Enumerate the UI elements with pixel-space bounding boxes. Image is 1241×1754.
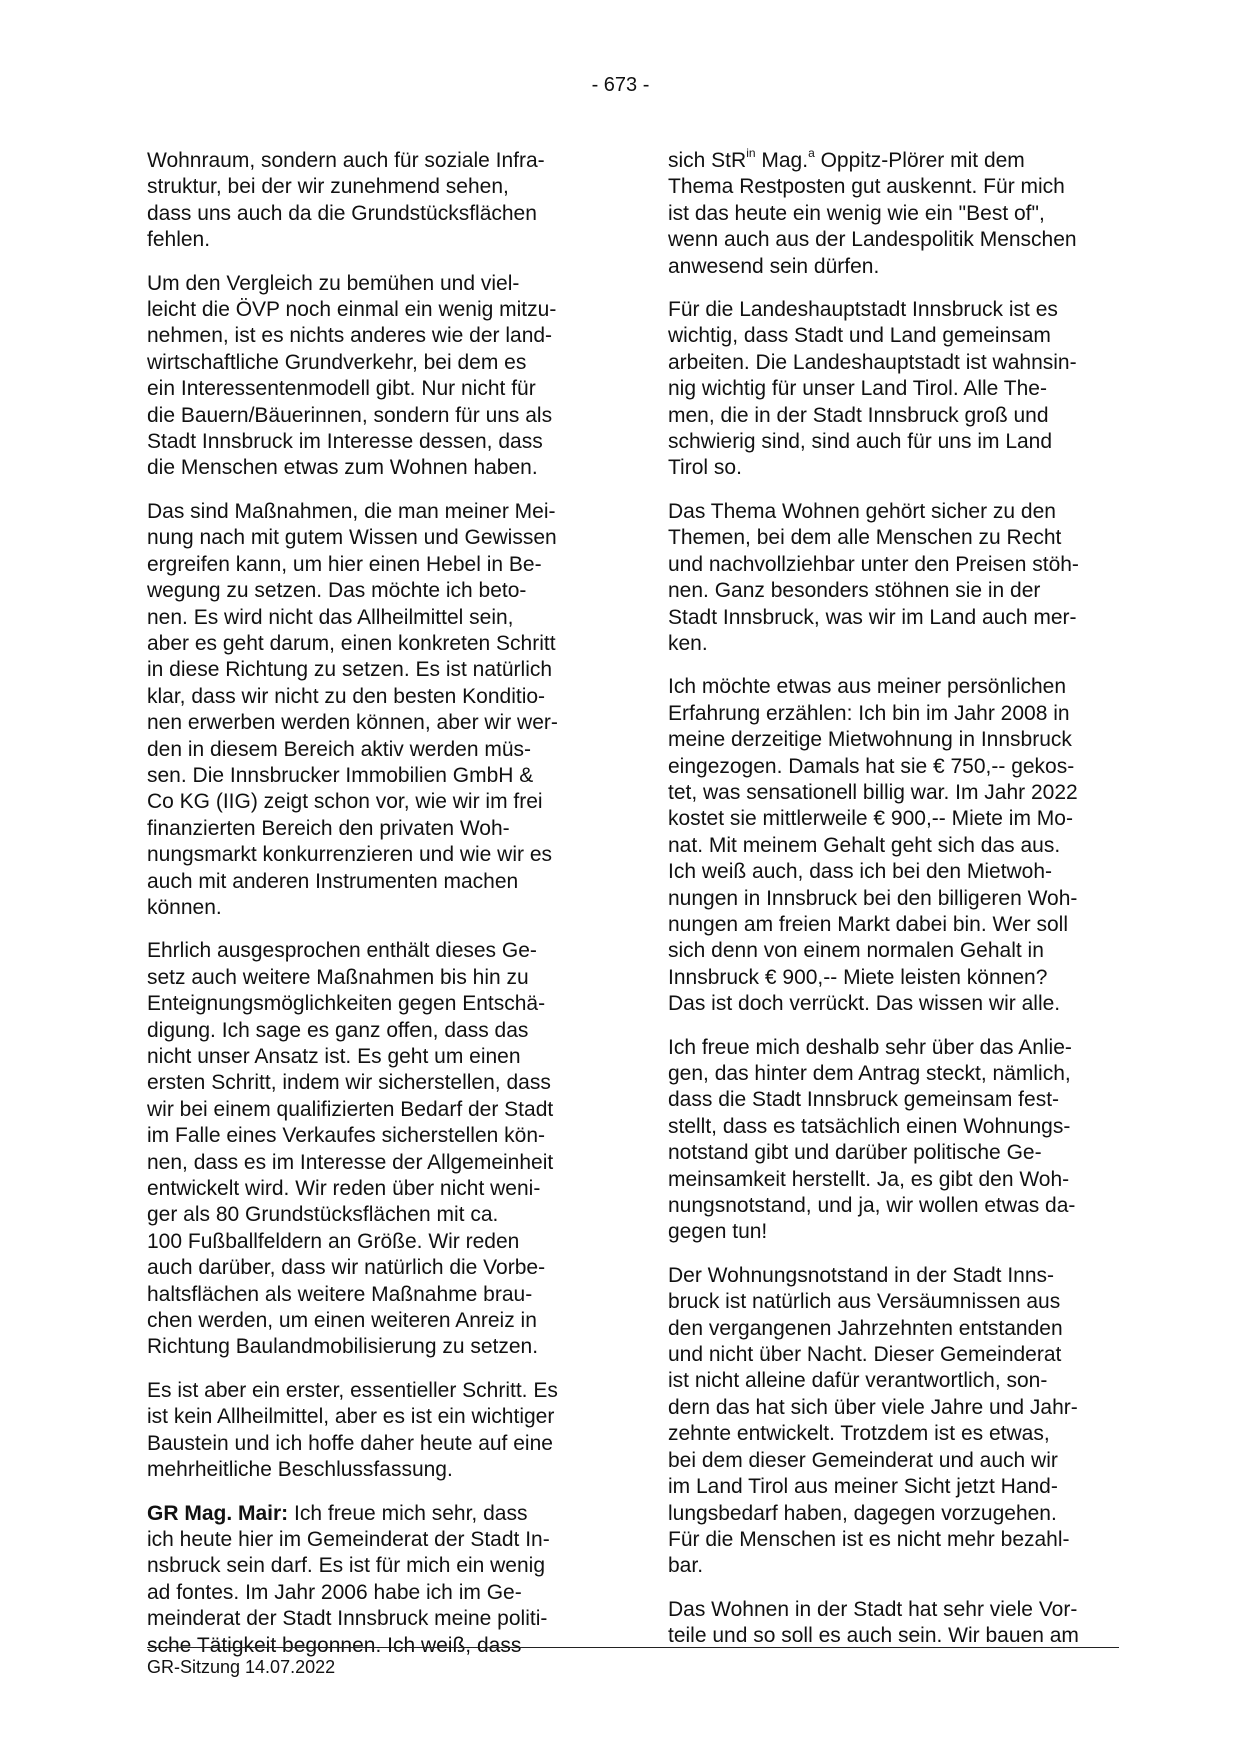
paragraph-line: meine derzeitige Mietwohnung in Innsbruck [668,728,1072,752]
paragraph-line: meinsamkeit herstellt. Ja, es gibt den Woh- [668,1167,1070,1191]
paragraph-line: ger als 80 Grundstücksflächen mit ca. [147,1203,499,1227]
paragraph-line: arbeiten. Die Landeshauptstadt ist wahnsin- [668,350,1077,374]
paragraph-line: wir bei einem qualifizierten Bedarf der Stadt [147,1097,554,1121]
paragraph-line: Ich möchte etwas aus meiner persönlichen [668,675,1067,699]
paragraph-line: ergreifen kann, um hier einen Hebel in Be- [147,552,542,576]
paragraph-line: können. [147,895,222,919]
paragraph-line: sich denn von einem normalen Gehalt in [668,939,1044,963]
paragraph-line: nehmen, ist es nichts anderes wie der land- [147,324,553,348]
paragraph-line: Erfahrung erzählen: Ich bin im Jahr 2008 in [668,701,1070,725]
paragraph-line: Um den Vergleich zu bemühen und viel- [147,271,520,295]
paragraph-line: Der Wohnungsnotstand in der Stadt Inns- [668,1263,1055,1287]
paragraph [147,271,595,482]
paragraph-line [668,148,1116,174]
paragraph-line: ein Interessentenmodell gibt. Nur nicht für [147,377,536,401]
paragraph-line: stellt, dass es tatsächlich einen Wohnungs- [668,1114,1071,1138]
paragraph [147,148,595,254]
paragraph-line: nungsnotstand, und ja, wir wollen etwas da- [668,1194,1076,1218]
paragraph-line: fehlen. [147,228,211,252]
paragraph-line: klar, dass wir nicht zu den besten Konditio- [147,684,546,708]
paragraph-line: Themen, bei dem alle Menschen zu Recht [668,526,1062,550]
paragraph-line: nen. Es wird nicht das Allheilmittel sein, [147,605,514,629]
paragraph-line: in diese Richtung zu setzen. Es ist natürlich [147,658,553,682]
paragraph-line: dass uns auch da die Grundstücksflächen [147,201,537,225]
paragraph-line: Innsbruck € 900,-- Miete leisten können? [668,965,1048,989]
paragraph-line: Das Thema Wohnen gehört sicher zu den [668,499,1056,523]
paragraph-line: die Menschen etwas zum Wohnen haben. [147,456,538,480]
paragraph [668,1035,1116,1246]
paragraph-line: Enteignungsmöglichkeiten gegen Entschä- [147,992,546,1016]
paragraph-line: nicht unser Ansatz ist. Es geht um einen [147,1045,521,1068]
paragraph-line: nungen am freien Markt dabei bin. Wer soll [668,912,1068,936]
paragraph-line: bar. [668,1554,704,1578]
paragraph-line: Für die Menschen ist es nicht mehr bezahl- [668,1527,1070,1551]
paragraph-line: Das sind Maßnahmen, die man meiner Mei- [147,499,556,523]
paragraph-line: sen. Die Innsbrucker Immobilien GmbH & [147,763,534,787]
paragraph-line: ich heute hier im Gemeinderat der Stadt In- [147,1527,550,1551]
paragraph-line: bei dem dieser Gemeinderat und auch wir [668,1448,1058,1472]
speaker-paragraph [147,1501,595,1659]
footer-session-date: GR-Sitzung 14.07.2022 [147,1657,336,1677]
paragraph-line: finanzierten Bereich den privaten Woh- [147,816,510,840]
paragraph-line: nung nach mit gutem Wissen und Gewissen [147,526,557,550]
paragraph [668,499,1116,657]
paragraph-line: gen, das hinter dem Antrag steckt, nämlich, [668,1062,1071,1085]
paragraph-line: leicht die ÖVP noch einmal ein wenig mitzu- [147,298,557,322]
paragraph-line: ist kein Allheilmittel, aber es ist ein wichtiger [147,1405,555,1429]
paragraph-line: Ehrlich ausgesprochen enthält dieses Ge- [147,939,537,963]
paragraph-line: und nachvollziehbar unter den Preisen stöh- [668,552,1079,576]
paragraph-line: nen. Ganz besonders stöhnen sie in der [668,579,1041,603]
paragraph-line: und nicht über Nacht. Dieser Gemeinderat [668,1343,1062,1367]
paragraph-line: Wohnraum, sondern auch für soziale Infra- [147,149,545,172]
paragraph-line: ist nicht alleine dafür verantwortlich, son- [668,1369,1048,1393]
paragraph-line: eingezogen. Damals hat sie € 750,-- gekos- [668,754,1075,778]
paragraph [668,148,1116,280]
paragraph-line: nungsmarkt konkurrenzieren und wie wir es [147,843,553,867]
paragraph-line: digung. Ich sage es ganz offen, dass das [147,1018,529,1042]
paragraph [668,674,1116,1017]
paragraph-line: lungsbedarf haben, dagegen vorzugehen. [668,1501,1057,1525]
paragraph-line: kostet sie mittlerweile € 900,-- Miete im Mo- [668,807,1073,831]
paragraph-line: auch darüber, dass wir natürlich die Vorbe- [147,1256,546,1280]
paragraph-line: den in diesem Bereich aktiv werden müs- [147,737,532,761]
paragraph-line: dern das hat sich über viele Jahre und Jahr- [668,1395,1078,1419]
paragraph-line: ist das heute ein wenig wie ein "Best of", [668,201,1045,225]
paragraph-line: 100 Fußballfeldern an Größe. Wir reden [147,1229,520,1253]
superscript: a [808,146,815,160]
text-fragment: Mag. [755,149,809,172]
paragraph-line: aber es geht darum, einen konkreten Schritt [147,631,556,655]
speech-text: Ich freue mich sehr, dass [288,1501,528,1525]
text-fragment: sich StR [668,149,747,172]
paragraph-line: im Falle eines Verkaufes sicherstellen kön- [147,1124,546,1148]
paragraph-line: entwickelt wird. Wir reden über nicht weni- [147,1177,541,1201]
paragraph [147,938,595,1361]
paragraph-line: ersten Schritt, indem wir sicherstellen, dass [147,1071,551,1095]
left-column [147,148,595,1676]
paragraph-line: struktur, bei der wir zunehmend sehen, [147,175,509,199]
paragraph [147,1378,595,1484]
paragraph-line: den vergangenen Jahrzehnten entstanden [668,1316,1063,1340]
paragraph-line: Co KG (IIG) zeigt schon vor, wie wir im frei [147,790,543,814]
paragraph-line: notstand gibt und darüber politische Ge- [668,1141,1042,1165]
page-number: - 673 - [591,74,650,96]
paragraph-line: nat. Mit meinem Gehalt geht sich das aus. [668,833,1061,857]
paragraph-line: Für die Landeshauptstadt Innsbruck ist es [668,298,1058,322]
paragraph-line: wirtschaftliche Grundverkehr, bei dem es [147,350,527,374]
paragraph-line: anwesend sein dürfen. [668,254,880,278]
paragraph-line: Stadt Innsbruck im Interesse dessen, dass [147,430,543,454]
paragraph-line: nen erwerben werden können, aber wir wer- [147,711,558,735]
paragraph-line: Ich weiß auch, dass ich bei den Mietwoh- [668,860,1053,884]
footer-divider [147,1647,1119,1648]
paragraph-line: bruck ist natürlich aus Versäumnissen aus [668,1290,1061,1314]
paragraph-line: auch mit anderen Instrumenten machen [147,869,519,893]
paragraph-line: Das ist doch verrückt. Das wissen wir alle. [668,992,1061,1016]
paragraph-line: mehrheitliche Beschlussfassung. [147,1458,453,1482]
paragraph-line: im Land Tirol aus meiner Sicht jetzt Hand- [668,1475,1058,1499]
paragraph-line: haltsflächen als weitere Maßnahme brau- [147,1282,533,1306]
paragraph-line: tet, was sensationell billig war. Im Jahr 2022 [668,780,1078,804]
paragraph-line: ad fontes. Im Jahr 2006 habe ich im Ge- [147,1580,522,1604]
paragraph-line: men, die in der Stadt Innsbruck groß und [668,403,1049,427]
paragraph [147,499,595,922]
paragraph [668,1597,1116,1650]
paragraph-line: Richtung Baulandmobilisierung zu setzen. [147,1335,539,1359]
paragraph-line: wegung zu setzen. Das möchte ich beto- [147,579,527,603]
paragraph-line: chen werden, um einen weiteren Anreiz in [147,1309,537,1333]
paragraph-line: nungen in Innsbruck bei den billigeren Woh- [668,886,1078,910]
paragraph-line: nsbruck sein darf. Es ist für mich ein wenig [147,1554,545,1578]
paragraph-line: teile und so soll es auch sein. Wir bauen am [668,1624,1079,1648]
paragraph-line: setz auch weitere Maßnahmen bis hin zu [147,965,529,989]
paragraph-line: die Bauern/Bäuerinnen, sondern für uns als [147,403,553,427]
paragraph-line: Stadt Innsbruck, was wir im Land auch mer- [668,605,1077,629]
paragraph-line [147,1501,595,1527]
paragraph-line: wichtig, dass Stadt und Land gemeinsam [668,324,1051,348]
paragraph-line: Tirol so. [668,456,742,480]
paragraph [668,297,1116,482]
speaker-name: GR Mag. Mair: [147,1501,289,1525]
paragraph-line: wenn auch aus der Landespolitik Menschen [668,228,1077,252]
superscript: in [746,146,756,160]
paragraph-line: nen, dass es im Interesse der Allgemeinheit [147,1150,554,1174]
paragraph-line: ken. [668,631,708,655]
paragraph-line: meinderat der Stadt Innsbruck meine politi- [147,1607,548,1631]
paragraph-line: sche Tätigkeit begonnen. Ich weiß, dass [147,1633,522,1657]
paragraph-line: zehnte entwickelt. Trotzdem ist es etwas, [668,1422,1050,1446]
paragraph-line: schwierig sind, sind auch für uns im Land [668,430,1053,454]
paragraph-line: Das Wohnen in der Stadt hat sehr viele Vor- [668,1597,1078,1621]
paragraph-line: Thema Restposten gut auskennt. Für mich [668,175,1065,199]
paragraph [668,1263,1116,1580]
paragraph-line: Es ist aber ein erster, essentieller Schritt. Es [147,1378,558,1402]
paragraph-line: Baustein und ich hoffe daher heute auf eine [147,1431,553,1455]
paragraph-line: nig wichtig für unser Land Tirol. Alle The- [668,377,1047,401]
paragraph-line: gegen tun! [668,1220,768,1244]
right-column [668,148,1116,1667]
text-fragment: Oppitz-Plörer mit dem [814,149,1025,172]
paragraph-line: Ich freue mich deshalb sehr über das Anlie- [668,1035,1072,1059]
paragraph-line: dass die Stadt Innsbruck gemeinsam fest- [668,1088,1060,1112]
